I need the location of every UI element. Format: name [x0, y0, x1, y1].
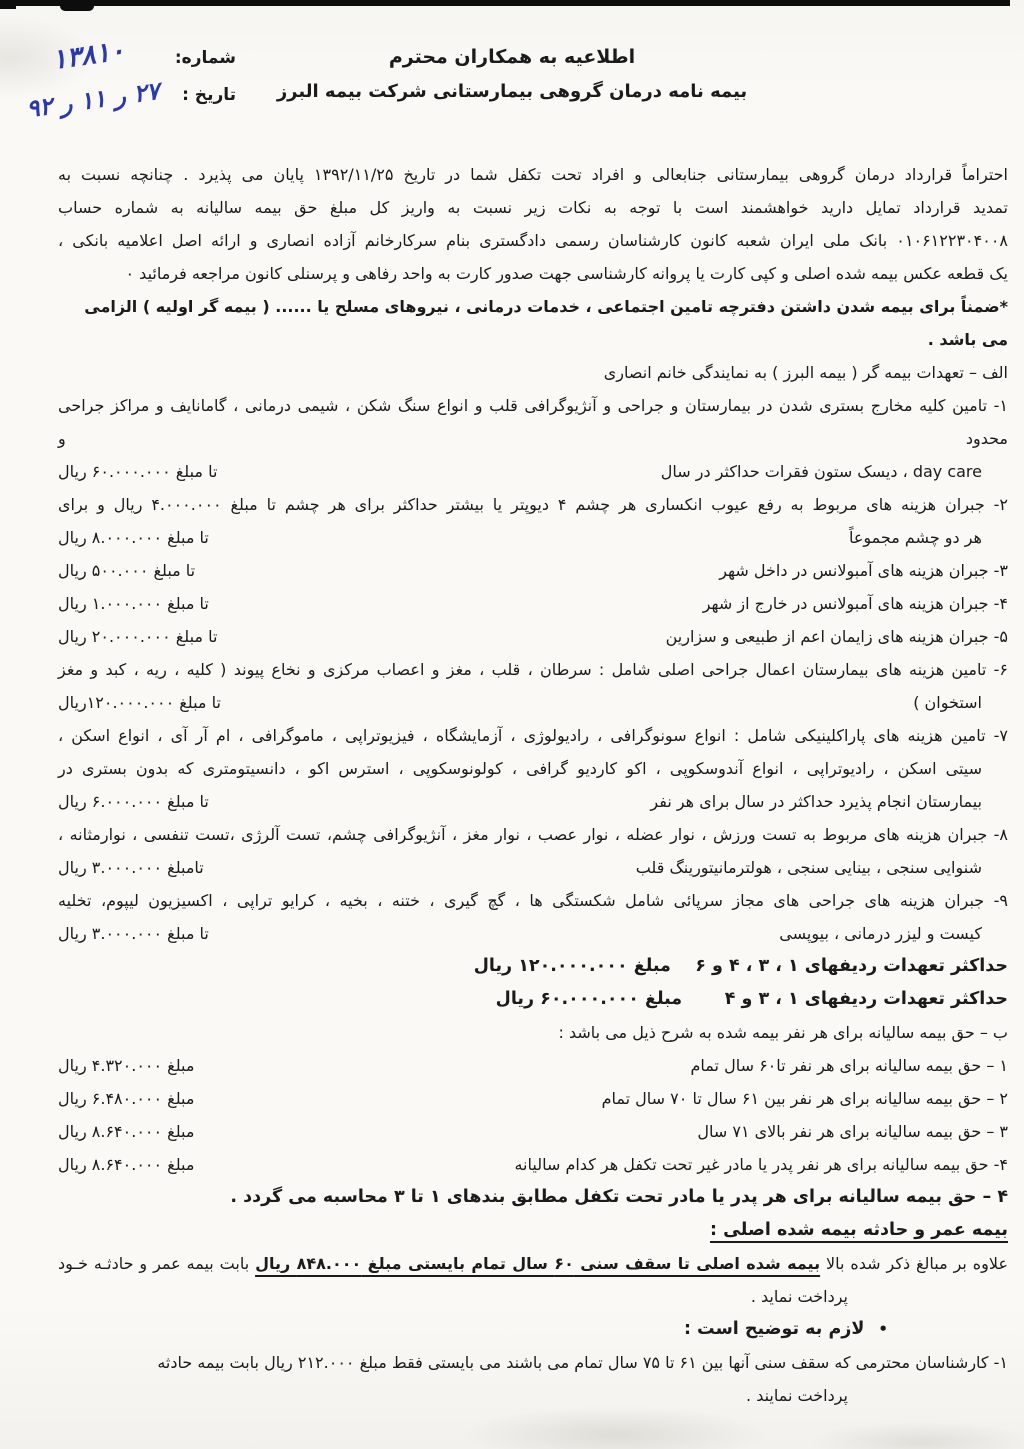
doc-line-text: ۰۱۰۶۱۲۲۳۰۴۰۰۸ بانک ملی ایران شعبه کانون کارشناسان رسمی دادگستری بنام سرکارخانم آزاده انصاری و ارائه اصل اعلامیه بانکی ، [58, 231, 1008, 250]
doc-line [58, 884, 1008, 917]
doc-line-text: لازم به توضیح است : [683, 1319, 865, 1339]
doc-line-text: ۵- جبران هزینه های زایمان اعم از طبیعی و سزارین [665, 627, 1008, 646]
doc-text-segment: بیمه شده اصلی تا سقف سنی ۶۰ سال تمام بایستی مبلغ ۸۴۸.۰۰۰ ریال [255, 1254, 821, 1273]
amount-value: تا مبلغ ۶.۰۰۰.۰۰۰ ریال [58, 792, 209, 811]
doc-line [58, 1181, 1008, 1214]
doc-line-text: ۲- جبران هزینه های مربوط به رفع عیوب انکساری هر چشم ۴ دیوپتر یا بیشتر حداکثر برای هر چشم تا مبلغ ۴.۰۰۰.۰۰۰ ریال و برای [58, 495, 1008, 514]
amount-value: مبلغ ۶.۴۸۰.۰۰۰ ریال [58, 1089, 195, 1108]
amount-value: مبلغ ۸.۶۴۰.۰۰۰ ریال [58, 1155, 195, 1174]
doc-line-text: ۴- جبران هزینه های آمبولانس در خارج از شهر [702, 594, 1008, 613]
doc-line-text: ۱ – حق بیمه سالیانه برای هر نفر تا۶۰ سال تمام [690, 1056, 1008, 1075]
doc-line [58, 1280, 1008, 1313]
doc-line-text: day care ، دیسک ستون فقرات حداکثر در سال [660, 462, 982, 481]
doc-line [58, 158, 1008, 191]
doc-line-text: ۷- تامین هزینه های پاراکلینیکی شامل : انواع سونوگرافی ، رادیولوژی ، آزمایشگاه ، فیزیوتراپی ، ماموگرافی ، ام آر آی ، انواع اسکن ، [58, 726, 1008, 745]
doc-line [58, 851, 1008, 884]
doc-line [58, 455, 1008, 488]
letter-header [0, 0, 1024, 152]
doc-line-text: سیتی اسکن ، رادیوتراپی ، انواع آندوسکوپی ، اکو کاردیو گرافی ، کولونوسکوپی ، استرس اکو ، دانسیتومتری که بدون بستری در [58, 759, 982, 778]
doc-line-text: هر دو چشم مجموعاً [848, 528, 982, 547]
document-body [0, 152, 1024, 1412]
doc-line [58, 488, 1008, 521]
doc-line [58, 521, 1008, 554]
amount-value: تا مبلغ ۲۰.۰۰۰.۰۰۰ ریال [58, 627, 218, 646]
doc-line [58, 917, 1008, 950]
doc-line [58, 290, 1008, 356]
handwritten-date: ۹۲ ر ۱۱ ر ۲۷ [24, 76, 162, 124]
doc-line-text: پرداخت نماید . [750, 1287, 848, 1306]
doc-line-text: کیست و لیزر درمانی ، بیوپسی [779, 924, 982, 943]
doc-line-text: ۶- تامین هزینه های بیمارستان اعمال جراحی اصلی شامل : سرطان ، قلب ، مغز و اعصاب مرکزی و نخاع پیوند ( کلیه ، ریه ، کبد و مغز [58, 660, 1008, 679]
doc-line-text: شنوایی سنجی ، بینایی سنجی ، هولترمانیتورینگ قلب [635, 858, 982, 877]
doc-line [58, 1082, 1008, 1115]
reference-block [162, 48, 236, 105]
doc-line [58, 1247, 1008, 1280]
doc-line-text: ۴- حق بیمه سالیانه برای هر نفر پدر یا مادر غیر تحت تکفل هر کدام سالیانه [514, 1155, 1008, 1174]
doc-line [58, 554, 1008, 587]
handwritten-number: ۱۳۸۱۰ [50, 35, 127, 76]
doc-line [58, 191, 1008, 224]
date-label: تاریخ : [182, 85, 236, 105]
doc-line [58, 620, 1008, 653]
amount-value: مبلغ ۸.۶۴۰.۰۰۰ ریال [58, 1122, 195, 1141]
doc-line-text: احتراماً قرارداد درمان گروهی بیمارستانی جنابعالی و افراد تحت تکفل شما در تاریخ ۱۳۹۲/۱۱/۲۵ پایان می پذیرد . چنانچه نسبت به [58, 165, 1008, 184]
amount-value: تامبلغ ۳.۰۰۰.۰۰۰ ریال [58, 858, 204, 877]
doc-line-text: یک قطعه عکس بیمه شده اصلی و کپی کارت یا پروانه کارشناسی جهت صدور کارت به واحد رفاهی و پرسنلی کانون مراجعه فرمائید ۰ [125, 264, 1008, 283]
doc-line [58, 1148, 1008, 1181]
amount-value: مبلغ ۴.۳۲۰.۰۰۰ ریال [58, 1056, 195, 1075]
doc-line [58, 587, 1008, 620]
doc-line [58, 818, 1008, 851]
doc-line-text: پرداخت نمایند . [746, 1386, 848, 1405]
doc-line [58, 1346, 1008, 1379]
doc-line-text: تمدید قرارداد تمایل دارید خواهشمند است با توجه به نکات زیر نسبت به واریز کل مبلغ حق بیمه سالیانه به شماره حساب [58, 198, 1008, 217]
doc-line [58, 1049, 1008, 1082]
amount-value: تا مبلغ ۱۲۰.۰۰۰.۰۰۰ریال [58, 693, 221, 712]
doc-line [58, 950, 1008, 983]
doc-line [58, 785, 1008, 818]
doc-line-text: الف – تعهدات بیمه گر ( بیمه البرز ) به نمایندگی خانم انصاری [603, 363, 1008, 382]
amount-value: تا مبلغ ۸.۰۰۰.۰۰۰ ریال [58, 528, 209, 547]
amount-value: تا مبلغ ۱.۰۰۰.۰۰۰ ریال [58, 594, 209, 613]
doc-line [58, 752, 1008, 785]
doc-line-text: حداکثر تعهدات ردیفهای ۱ ، ۳ ، ۴ و ۶ مبلغ ۱۲۰.۰۰۰.۰۰۰ ریال [473, 956, 1008, 976]
doc-line-text: ۴ – حق بیمه سالیانه برای هر پدر یا مادر تحت تکفل مطابق بندهای ۱ تا ۳ محاسبه می گردد . [230, 1187, 1008, 1207]
doc-line-text: ۳- جبران هزینه های آمبولانس در داخل شهر [719, 561, 1008, 580]
doc-line-text: بیمارستان انجام پذیرد حداکثر در سال برای هر نفر [650, 792, 982, 811]
doc-text-segment: علاوه بر مبالغ ذکر شده بالا [820, 1254, 1008, 1273]
doc-line-text: ۲ – حق بیمه سالیانه برای هر نفر بین ۶۱ سال تا ۷۰ سال تمام [601, 1089, 1008, 1108]
doc-line-text: ۸- جبران هزینه های مربوط به تست ورزش ، نوار عضله ، نوار عصب ، نوار مغز ، آنژیوگرافی چشم، تست آلرژی ،تست تنفسی ، نوارمثانه ، [58, 825, 1008, 844]
page-subtitle: بیمه نامه درمان گروهی بیمارستانی شرکت بیمه البرز [276, 81, 748, 102]
doc-line-text: ۱- کارشناسان محترمی که سقف سنی آنها بین ۶۱ تا ۷۵ سال تمام می باشند می بایستی فقط مبلغ ۲۱۲.۰۰۰ ریال بابت بیمه حادثه [157, 1353, 1008, 1372]
doc-line [58, 1313, 1008, 1346]
doc-line [58, 257, 1008, 290]
doc-line [58, 356, 1008, 389]
doc-line [58, 224, 1008, 257]
doc-line [58, 1214, 1008, 1247]
bullet-icon: • [878, 1320, 888, 1338]
number-label: شماره: [174, 48, 236, 68]
doc-line-text: استخوان ) [913, 693, 982, 712]
amount-value: تا مبلغ ۳.۰۰۰.۰۰۰ ریال [58, 924, 209, 943]
doc-line [58, 1115, 1008, 1148]
amount-value: تا مبلغ ۶۰.۰۰۰.۰۰۰ ریال [58, 462, 218, 481]
amount-value: تا مبلغ ۵۰۰.۰۰۰ ریال [58, 561, 196, 580]
doc-line [58, 983, 1008, 1016]
doc-line-text: *ضمناً برای بیمه شدن داشتن دفترچه تامین اجتماعی ، خدمات درمانی ، نیروهای مسلح یا ...... ( بیمه گر اولیه ) الزامی می باشد . [84, 297, 1008, 349]
page-title: اطلاعیه به همکاران محترم [388, 46, 636, 68]
doc-line-text: ۹- جبران هزینه های جراحی های مجاز سرپائی شامل شکستگی ها ، گچ گیری ، ختنه ، بخیه ، کرایو تراپی ، اکسیزیون لیپوم، تخلیه [58, 891, 1008, 910]
doc-line [58, 1016, 1008, 1049]
doc-line [58, 686, 1008, 719]
doc-line [58, 653, 1008, 686]
doc-text-segment: بابت بیمه عمر و حادثـه خـود [58, 1254, 256, 1273]
doc-line [58, 719, 1008, 752]
doc-line-text: بیمه عمر و حادثه بیمه شده اصلی : [710, 1220, 1008, 1240]
doc-line-text: ب – حق بیمه سالیانه برای هر نفر بیمه شده به شرح ذیل می باشد : [558, 1023, 1008, 1042]
doc-line [58, 389, 1008, 455]
doc-line [58, 1379, 1008, 1412]
doc-line-text: ۱- تامین کلیه مخارج بستری شدن در بیمارستان و جراحی و آنژیوگرافی قلب و انواع سنگ شکن ، شیمی درمانی ، گامانایف و مراکز جراحی محدود و [58, 396, 1008, 448]
doc-line-text: حداکثر تعهدات ردیفهای ۱ ، ۳ و ۴ مبلغ ۶۰.۰۰۰.۰۰۰ ریال [495, 989, 1008, 1009]
doc-line-text: ۳ – حق بیمه سالیانه برای هر نفر بالای ۷۱ سال [697, 1122, 1008, 1141]
